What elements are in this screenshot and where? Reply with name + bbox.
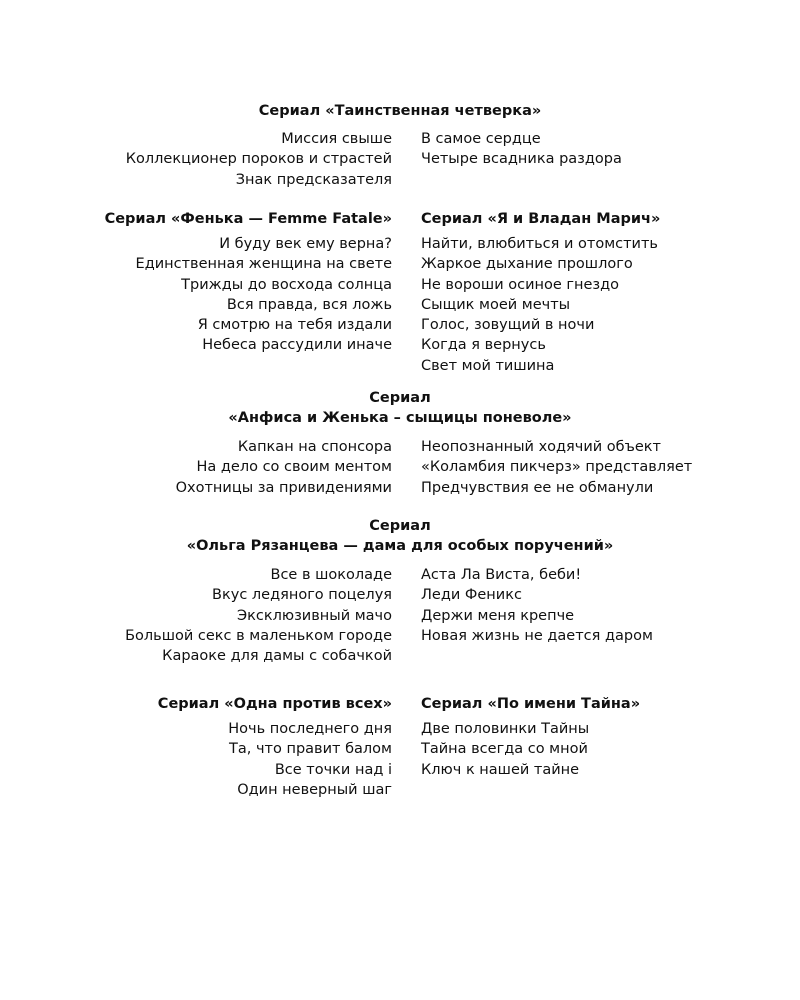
book-title: Жаркое дыхание прошлого <box>421 256 633 273</box>
book-title: Когда я вернусь <box>421 337 546 354</box>
book-title: И буду век ему верна? <box>219 236 392 252</box>
book-title: Эксклюзивный мачо <box>237 607 392 624</box>
book-title: Караоке для дамы с собачкой <box>162 648 392 665</box>
right-column <box>421 437 692 498</box>
series-title-line-2: «Анфиса и Женька – сыщицы поневоле» <box>228 410 572 426</box>
book-title: Новая жизнь не дается даром <box>421 627 653 644</box>
series-title: Сериал «Таинственная четверка» <box>258 103 542 119</box>
book-title: Свет мой тишина <box>421 357 555 374</box>
right-column <box>421 565 653 646</box>
series-title-line-1: Сериал <box>369 390 431 406</box>
book-title: Ночь последнего дня <box>228 721 392 737</box>
book-title: «Коламбия пикчерз» представляет <box>421 459 693 476</box>
book-title: Аста Ла Виста, беби! <box>421 567 582 583</box>
left-column <box>158 694 392 800</box>
book-title: Ключ к нашей тайне <box>421 761 580 778</box>
book-title: На дело со своим ментом <box>196 459 392 476</box>
book-title: Четыре всадника раздора <box>421 151 622 168</box>
book-title: Небеса рассудили иначе <box>202 337 392 354</box>
title-columns <box>0 437 800 499</box>
series-title: Сериал «Одна против всех» <box>157 696 392 712</box>
book-title: Все в шоколаде <box>270 567 392 583</box>
book-title: Две половинки Тайны <box>421 721 590 737</box>
right-column <box>421 129 622 170</box>
book-title: Вкус ледяного поцелуя <box>212 587 392 604</box>
book-title: Тайна всегда со мной <box>421 741 588 758</box>
book-title: Я смотрю на тебя издали <box>197 317 392 334</box>
series-section-2 <box>0 209 800 379</box>
right-column <box>421 209 660 376</box>
series-title: Сериал «Я и Владан Марич» <box>421 211 661 227</box>
left-column <box>176 437 392 498</box>
book-title: Охотницы за привидениями <box>175 479 392 496</box>
book-title: Сыщик моей мечты <box>421 296 571 313</box>
left-column <box>105 209 392 356</box>
book-title: Держи меня крепче <box>421 607 575 624</box>
book-title: Трижды до восхода солнца <box>181 276 392 293</box>
book-title: Миссия свыше <box>281 131 392 147</box>
title-columns <box>0 129 800 191</box>
series-title-line-1: Сериал <box>369 518 431 534</box>
book-title: Голос, зовущий в ночи <box>421 317 595 334</box>
book-title: Один неверный шаг <box>237 781 392 798</box>
series-section-3 <box>0 388 800 499</box>
right-column <box>421 694 640 780</box>
book-title: Все точки над i <box>274 761 392 778</box>
book-title: Единственная женщина на свете <box>135 256 392 273</box>
book-title: Та, что правит балом <box>229 741 392 758</box>
series-title-line-2: «Ольга Рязанцева — дама для особых поручений» <box>186 538 614 554</box>
book-title: Предчувствия ее не обманули <box>421 479 654 496</box>
book-title: Неопознанный ходячий объект <box>421 439 661 455</box>
title-columns <box>0 209 800 379</box>
book-title: Не вороши осиное гнездо <box>421 276 620 293</box>
book-title: Знак предсказателя <box>235 171 392 188</box>
series-section-1 <box>0 101 800 191</box>
title-columns <box>0 694 800 804</box>
left-column <box>126 129 392 190</box>
book-title: Найти, влюбиться и отомстить <box>421 236 658 252</box>
book-title: Большой секс в маленьком городе <box>125 627 392 644</box>
book-title: Капкан на спонсора <box>237 439 392 455</box>
book-title: Вся правда, вся ложь <box>226 296 392 313</box>
series-section-5 <box>0 694 800 804</box>
series-title: Сериал «По имени Тайна» <box>421 696 641 712</box>
book-title: В самое сердце <box>421 131 541 147</box>
series-section-4 <box>0 516 800 667</box>
left-column <box>125 565 392 666</box>
series-title: Сериал «Фенька — Femme Fatale» <box>104 211 392 227</box>
book-title: Леди Феникс <box>421 587 522 604</box>
title-columns <box>0 565 800 667</box>
book-title: Коллекционер пороков и страстей <box>125 151 392 168</box>
